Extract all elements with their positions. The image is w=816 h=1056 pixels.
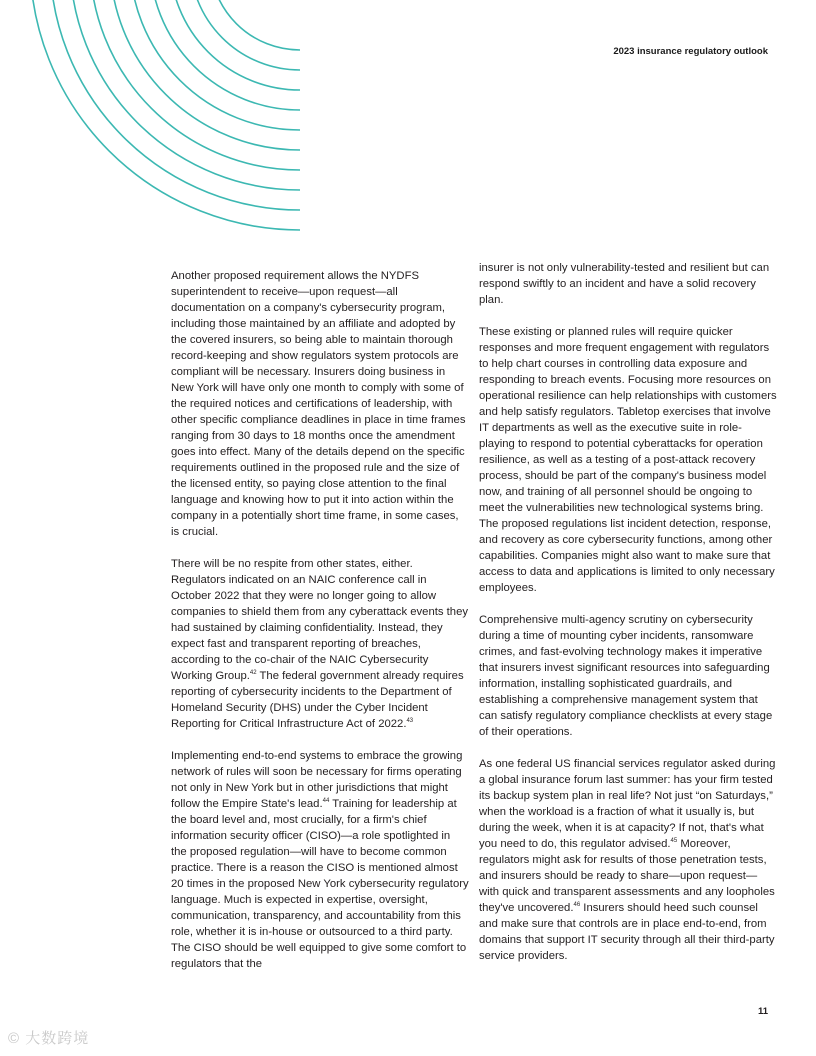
paragraph: These existing or planned rules will require quicker responses and more frequent engagement with regulators to help chart courses in controlling data exposure and responding to breach events. Focusing more resources on operational resilience can help relationships with customers and help satisfy regulators. Tabletop exercises that involve IT departments as well as the executive suite in role-playing to respond to potential cyberattacks for operation resilience, as well as a testing of a post-attack recovery process, should be part of the company's business model now, and training of all personnel should be ongoing to meet the vulnerabilities new technological systems bring. The proposed regulations list incident detection, response, and recovery as core cybersecurity functions, among other capabilities. Companies might also want to make sure that access to data and applications is limited to only necessary employees. <box>479 326 777 594</box>
right-column <box>479 260 777 980</box>
paragraph: Another proposed requirement allows the NYDFS superintendent to receive—upon request—all documentation on a company's cybersecurity program, including those maintained by an affiliate and adopted by the covered insurers, so being able to maintain thorough record-keeping and show regulators system protocols are compliant will be necessary. Insurers doing business in New York will have only one month to comply with some of the required notices and certifications of leadership, with other specific compliance deadlines in place in time frames ranging from 30 days to 18 months once the amendment goes into effect. Many of the details depend on the specific requirements outlined in the proposed rule and the size of the licensed entity, so paying close attention to the final language and knowing how to put it into action within the company in a potentially short time frame, in some cases, is crucial. <box>171 270 466 538</box>
document-header-title: 2023 insurance regulatory outlook <box>613 46 768 57</box>
watermark-text: 大数跨境 <box>25 1030 90 1047</box>
page-number: 11 <box>757 1006 768 1017</box>
footnote-ref[interactable]: 46 <box>573 902 581 909</box>
paragraph: Comprehensive multi-agency scrutiny on cybersecurity during a time of mounting cyber incidents, ransomware crimes, and fast-evolving technology makes it imperative that insurers invest significant resources into safeguarding information, installing sophisticated guardrails, and establishing a comprehensive management system that can satisfy regulatory compliance checklists at every stage of their operations. <box>479 614 773 738</box>
paragraph: insurer is not only vulnerability-tested and resilient but can respond swiftly to an incident and have a solid recovery plan. <box>479 262 770 306</box>
footnote-ref[interactable]: 42 <box>249 670 257 677</box>
watermark-logo <box>8 1027 89 1048</box>
watermark-icon: © <box>8 1030 21 1047</box>
paragraph: There will be no respite from other states, either. Regulators indicated on an NAIC conference call in October 2022 that they were no longer going to allow companies to shield them from any cyberattack events they had sustained by claiming confidentiality. Instead, they expect fast and transparent reporting of breaches, according to the co-chair of the NAIC Cybersecurity Working Group.$^{42}$ The federal government already requires reporting of cybersecurity incidents to the Department of Homeland Security (DHS) under the Cyber Incident Reporting for Critical Infrastructure Act of 2022.43 <box>171 558 469 730</box>
paragraph: As one federal US financial services regulator asked during a global insurance forum last summer: has your firm tested its backup system plan in real life? Not just “on Saturdays,” when the workload is a fraction of what it usually is, but during the week, when it is at capacity? If not, that's what you need to do, this regulator advised.$^{45}$ Moreover, regulators might ask for results of those penetration tests, and insurers should be ready to share—upon request—with quick and transparent assessments and any loopholes they've uncovered.$^{46}$ Insurers should heed such counsel and make sure that controls are in place end-to-end, from domains that support IT security through all their third-party service providers. <box>479 758 776 962</box>
footnote-ref[interactable]: 45 <box>670 838 678 845</box>
left-column <box>171 268 469 988</box>
paragraph: Implementing end-to-end systems to embrace the growing network of rules will soon be necessary for firms operating not only in New York but in other jurisdictions that might follow the Empire State's lead.$^{44}$ Training for leadership at the board level and, most crucially, for a firm's chief information security officer (CISO)—a role spotlighted in the proposed regulation—will have to become common practice. There is a reason the CISO is mentioned almost 20 times in the proposed New York cybersecurity regulatory language. Much is expected in expertise, oversight, communication, transparency, and accountability from this role, whether it is in-house or outsourced to a third party. The CISO should be well equipped to give some comfort to regulators that the <box>171 750 469 970</box>
footnote-ref[interactable]: 43 <box>406 718 414 725</box>
footnote-ref[interactable]: 44 <box>322 798 330 805</box>
decorative-arcs <box>0 0 300 240</box>
